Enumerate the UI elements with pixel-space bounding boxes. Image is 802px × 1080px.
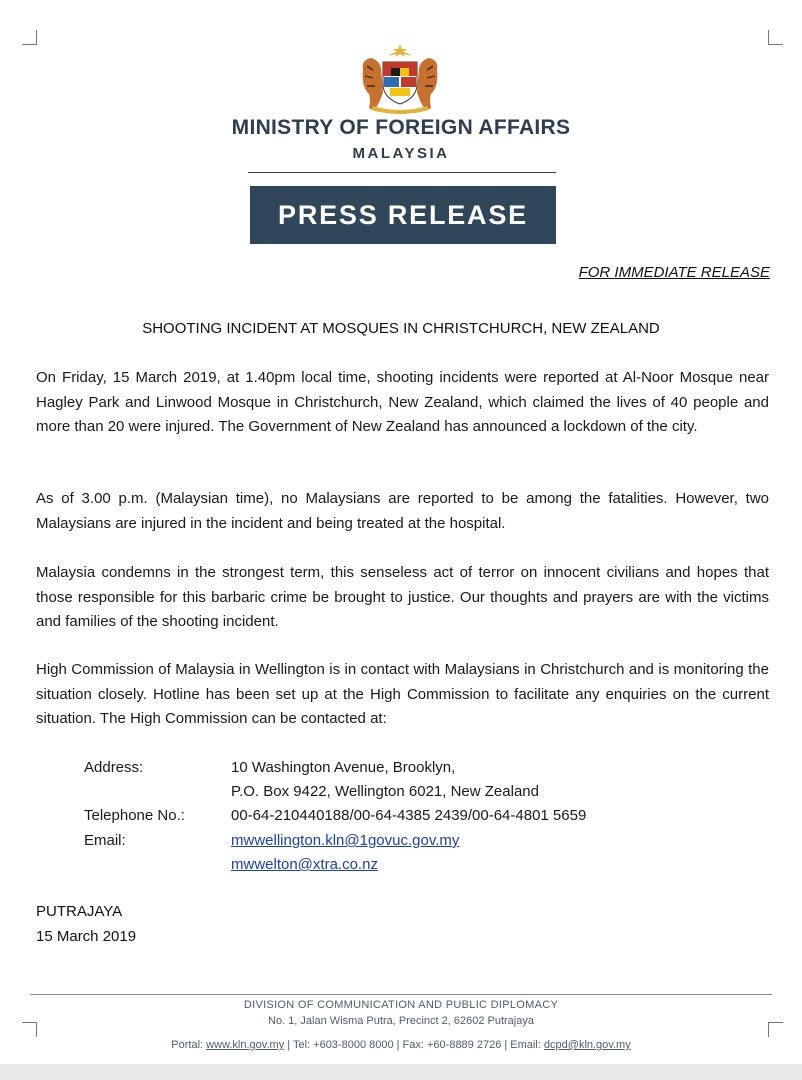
body-paragraph-2: As of 3.00 p.m. (Malaysian time), no Malaysians are reported to be among the fatalities. However, two Malaysians are injured in the incident and being treated at the hospital.: [36, 490, 769, 532]
crop-mark-top-left: [22, 30, 37, 45]
body-paragraph-3: Malaysia condemns in the strongest term, this senseless act of terror on innocent civilians and hopes that those responsible for this barbaric crime be brought to justice. Our thoughts and prayers are with the victims and families of the shooting incident.: [36, 564, 769, 630]
telephone-label: Telephone No.:: [84, 807, 185, 824]
body-paragraph-4: High Commission of Malaysia in Wellington is in contact with Malaysians in Christchurch and is monitoring the situation closely. Hotline has been set up at the High Commission to facilitate any enquiries on the current situation. The High Commission can be contacted at:: [36, 661, 769, 727]
footer-portal-label: Portal:: [171, 1039, 207, 1051]
footer-address: No. 1, Jalan Wisma Putra, Precinct 2, 62602 Putrajaya: [268, 1015, 534, 1027]
email-link-1[interactable]: mwwellington.kln@1govuc.gov.my: [231, 832, 460, 849]
ministry-title: MINISTRY OF FOREIGN AFFAIRS: [231, 116, 571, 139]
address-line-1: 10 Washington Avenue, Brooklyn,: [231, 759, 456, 776]
immediate-release-note: FOR IMMEDIATE RELEASE: [578, 264, 770, 281]
footer-contact-line: [0, 1039, 802, 1051]
press-release-banner: [250, 186, 556, 244]
page-bottom-edge: [0, 1064, 802, 1080]
press-release-label: PRESS RELEASE: [278, 199, 528, 230]
footer-portal-link[interactable]: www.kln.gov.my: [206, 1039, 285, 1051]
email-link-2[interactable]: mwwelton@xtra.co.nz: [231, 856, 378, 873]
footer-contact-details: | Tel: +603-8000 8000 | Fax: +60-8889 2726 | Email:: [284, 1039, 544, 1051]
press-headline: SHOOTING INCIDENT AT MOSQUES IN CHRISTCHURCH, NEW ZEALAND: [142, 320, 660, 337]
telephone-value: 00-64-210440188/00-64-4385 2439/00-64-4801 5659: [231, 807, 587, 824]
crop-mark-top-right: [768, 30, 783, 45]
footer-email-link[interactable]: dcpd@kln.gov.my: [543, 1039, 631, 1051]
body-paragraph-1: On Friday, 15 March 2019, at 1.40pm local time, shooting incidents were reported at Al-Noor Mosque near Hagley Park and Linwood Mosque in Christchurch, New Zealand, which claimed the lives of 40 people and more than 20 were injured. The Government of New Zealand has announced a lockdown of the city.: [36, 369, 769, 435]
malaysia-coat-of-arms-icon: [355, 42, 445, 114]
footer-divider: [30, 994, 772, 995]
email-label: Email:: [84, 832, 126, 849]
signoff-date: 15 March 2019: [36, 928, 137, 945]
header-divider: [248, 172, 556, 173]
ministry-country: MALAYSIA: [352, 145, 450, 162]
footer-division: DIVISION OF COMMUNICATION AND PUBLIC DIPLOMACY: [243, 999, 559, 1011]
address-label: Address:: [84, 759, 144, 776]
address-line-2: P.O. Box 9422, Wellington 6021, New Zealand: [231, 783, 539, 800]
signoff-place: PUTRAJAYA: [36, 903, 123, 920]
